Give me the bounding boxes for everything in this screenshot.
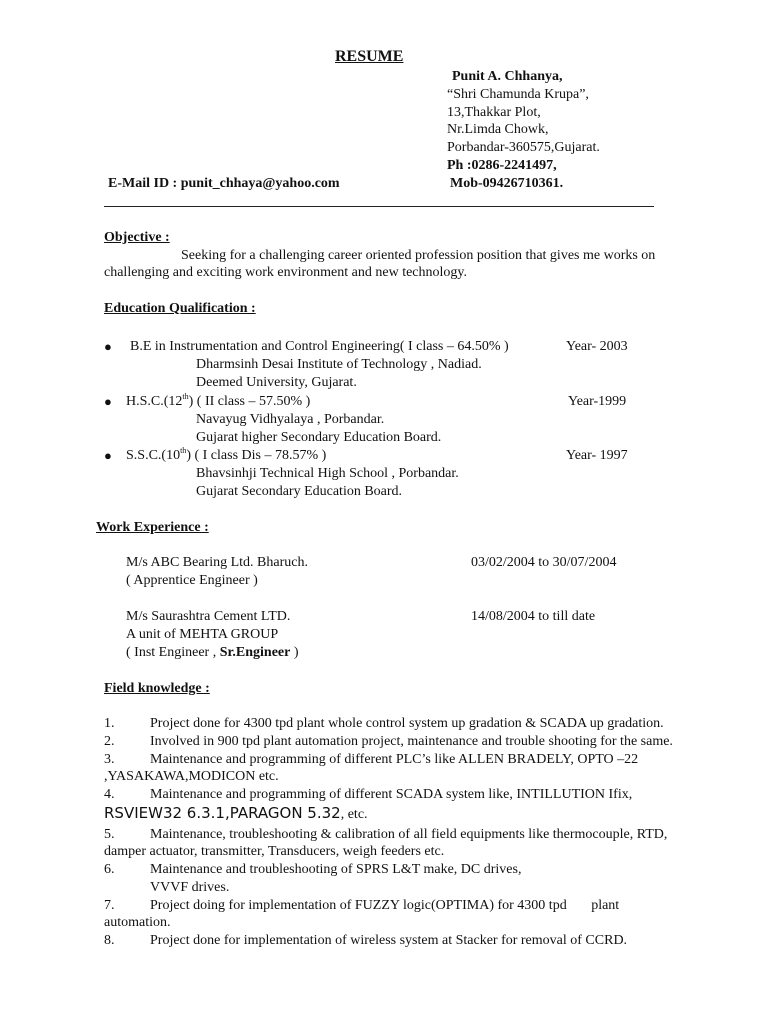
field-item-number: 7. — [104, 898, 115, 913]
job-2-unit: A unit of MEHTA GROUP — [126, 627, 279, 642]
address-line-1: “Shri Chamunda Krupa”, — [447, 87, 589, 102]
field-item-2: Involved in 900 tpd plant automation project, maintenance and trouble shooting for the same. — [150, 734, 673, 749]
field-item-number: 4. — [104, 787, 115, 802]
field-item-number: 1. — [104, 716, 115, 731]
phone-number: Ph :0286-2241497, — [447, 158, 557, 173]
education-hsc-board: Gujarat higher Secondary Education Board. — [196, 430, 442, 445]
field-item-1: Project done for 4300 tpd plant whole control system up gradation & SCADA up gradation. — [150, 716, 664, 731]
field-item-number: 3. — [104, 752, 115, 767]
field-item-3: Maintenance and programming of different PLC’s like ALLEN BRADELY, OPTO –22 — [150, 752, 639, 767]
bullet-icon: ● — [104, 394, 112, 409]
field-item-6: Maintenance and troubleshooting of SPRS L&T make, DC drives, — [150, 862, 522, 877]
field-item-4-continued: RSVIEW32 6.3.1,PARAGON 5.32, etc. — [104, 804, 368, 822]
education-be-year: Year- 2003 — [566, 339, 628, 354]
education-ssc-board: Gujarat Secondary Education Board. — [196, 484, 403, 499]
job-2-company: M/s Saurashtra Cement LTD. — [126, 609, 291, 624]
education-hsc-school: Navayug Vidhyalaya , Porbandar. — [196, 412, 385, 427]
field-item-4: Maintenance and programming of different SCADA system like, INTILLUTION Ifix, — [150, 787, 633, 802]
job-1-company: M/s ABC Bearing Ltd. Bharuch. — [126, 555, 308, 570]
field-item-6-continued: VVVF drives. — [150, 880, 230, 895]
address-line-4: Porbandar-360575,Gujarat. — [447, 140, 600, 155]
field-item-7-continued: automation. — [104, 915, 171, 930]
job-2-role: ( Inst Engineer , Sr.Engineer ) — [126, 645, 299, 660]
field-item-7: Project doing for implementation of FUZZY logic(OPTIMA) for 4300 tpd plant — [150, 898, 620, 913]
education-ssc-year: Year- 1997 — [566, 448, 628, 463]
header-divider — [104, 206, 654, 207]
job-2-dates: 14/08/2004 to till date — [471, 609, 596, 624]
address-line-3: Nr.Limda Chowk, — [447, 122, 549, 137]
education-hsc-degree: H.S.C.(12th) ( II class – 57.50% ) — [126, 392, 311, 409]
education-ssc-degree: S.S.C.(10th) ( I class Dis – 78.57% ) — [126, 446, 327, 463]
work-experience-heading: Work Experience : — [96, 520, 209, 535]
document-title: RESUME — [335, 48, 404, 65]
objective-text-line-1: Seeking for a challenging career oriented profession position that gives me works on — [181, 248, 656, 263]
education-be-institute: Dharmsinh Desai Institute of Technology , Nadiad. — [196, 357, 482, 372]
education-be-university: Deemed University, Gujarat. — [196, 375, 357, 390]
objective-heading: Objective : — [104, 230, 170, 245]
field-item-number: 2. — [104, 734, 115, 749]
field-item-8: Project done for implementation of wireless system at Stacker for removal of CCRD. — [150, 933, 628, 948]
education-ssc-school: Bhavsinhji Technical High School , Porbandar. — [196, 466, 459, 481]
job-1-dates: 03/02/2004 to 30/07/2004 — [471, 555, 617, 570]
mobile-number: Mob-09426710361. — [450, 176, 564, 191]
job-1-role: ( Apprentice Engineer ) — [126, 573, 258, 588]
field-item-5: Maintenance, troubleshooting & calibration of all field equipments like thermocouple, RTD, — [150, 827, 668, 842]
field-item-5-continued: damper actuator, transmitter, Transducers, weigh feeders etc. — [104, 844, 445, 859]
address-line-2: 13,Thakkar Plot, — [447, 105, 541, 120]
education-be-degree: B.E in Instrumentation and Control Engineering( I class – 64.50% ) — [130, 339, 509, 354]
education-heading: Education Qualification : — [104, 301, 256, 316]
field-item-3-continued: ,YASAKAWA,MODICON etc. — [104, 769, 279, 784]
education-hsc-year: Year-1999 — [568, 394, 627, 409]
field-item-number: 6. — [104, 862, 115, 877]
field-item-number: 5. — [104, 827, 115, 842]
field-item-number: 8. — [104, 933, 115, 948]
email-line: E-Mail ID : punit_chhaya@yahoo.com — [108, 176, 340, 191]
field-knowledge-heading: Field knowledge : — [104, 681, 210, 696]
bullet-icon: ● — [104, 448, 112, 463]
objective-text-line-2: challenging and exciting work environment and new technology. — [104, 265, 467, 280]
bullet-icon: ● — [104, 339, 112, 354]
applicant-name: Punit A. Chhanya, — [452, 69, 563, 84]
